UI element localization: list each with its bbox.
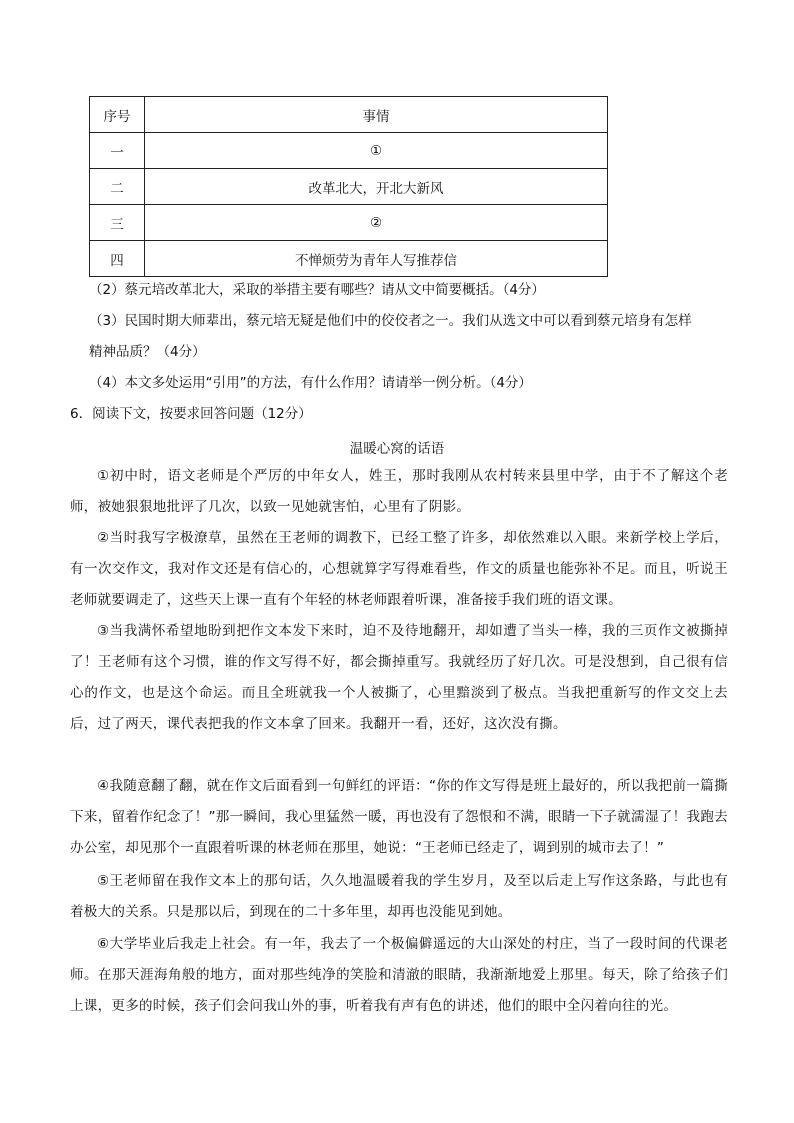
article-paragraph-2: ②当时我写字极潦草，虽然在王老师的调教下，已经工整了许多，却依然难以入眼。来新学校上学后，有一次交作文，我对作文还是有信心的，心想就算字写得难看些，作文的质量也能弥补不足。而且，听说王老师就要调走了，这些天上课一直有个年轻的林老师跟着听课，准备接手我们班的语文课。 — [70, 530, 728, 608]
article-paragraph-6: ⑥大学毕业后我走上社会。有一年，我去了一个极偏僻遥远的大山深处的村庄，当了一段时间的代课老师。在那天涯海角般的地方，面对那些纯净的笑脸和清澈的眼睛，我渐渐地爱上那里。每天，除了给孩子们上课，更多的时候，孩子们会问我山外的事，听着我有声有色的讲述，他们的眼中全闪着向往的光。 — [70, 936, 728, 1014]
row-event: ② — [145, 205, 608, 241]
article-paragraph-4: ④我随意翻了翻，就在作文后面看到一句鲜红的评语：“你的作文写得是班上最好的，所以我把前一篇撕下来，留着作纪念了！”那一瞬间，我心里猛然一暖，再也没有了怨恨和不满，眼睛一下子就濡湿了！我跑去办公室，却见那个一直跟着听课的林老师在那里，她说：“王老师已经走了，调到别的城市去了！” — [70, 778, 728, 856]
row-index: 一 — [90, 133, 145, 169]
row-event: ① — [145, 133, 608, 169]
question-2: （2）蔡元培改革北大，采取的举措主要有哪些？请从文中简要概括。（4分） — [89, 282, 545, 298]
header-index: 序号 — [90, 97, 145, 133]
question-6: 6．阅读下文，按要求回答问题（12分） — [70, 406, 312, 422]
article-paragraph-5: ⑤王老师留在我作文本上的那句话，久久地温暖着我的学生岁月，及至以后走上写作这条路，与此也有着极大的关系。只是那以后，到现在的二十多年里，却再也没能见到她。 — [70, 873, 728, 920]
table-row — [90, 205, 608, 241]
article-paragraph-3: ③当我满怀希望地盼到把作文本发下来时，迫不及待地翻开，却如遭了当头一棒，我的三页作文被撕掉了！王老师有这个习惯，谁的作文写得不好，都会撕掉重写。我就经历了好几次。可是没想到，自己很有信心的作文，也是这个命运。而且全班就我一个人被撕了，心里黯淡到了极点。当我把重新写的作文交上去后，过了两天，课代表把我的作文本拿了回来。我翻开一看，还好，这次没有撕。 — [70, 623, 728, 732]
table-row — [90, 169, 608, 205]
row-index: 四 — [90, 241, 145, 277]
article-title: 温暖心窝的话语 — [349, 441, 445, 457]
row-index: 二 — [90, 169, 145, 205]
row-event: 改革北大，开北大新风 — [145, 169, 608, 205]
table-row — [90, 241, 608, 277]
question-4: （4）本文多处运用“引用”的方法，有什么作用？请请举一例分析。（4分） — [89, 375, 532, 391]
article-paragraph-1: ①初中时，语文老师是个严厉的中年女人，姓王，那时我刚从农村转来县里中学，由于不了解这个老师，被她狠狠地批评了几次，以致一见她就害怕，心里有了阴影。 — [70, 468, 728, 515]
table-row — [90, 133, 608, 169]
question-3-line-2: 精神品质？（4分） — [89, 344, 206, 360]
question-3-line-1: （3）民国时期大师辈出，蔡元培无疑是他们中的佼佼者之一。我们从选文中可以看到蔡元培身有怎样 — [89, 313, 692, 329]
header-event: 事情 — [145, 97, 608, 133]
table-header-row — [90, 97, 608, 133]
row-event: 不惮烦劳为青年人写推荐信 — [145, 241, 608, 277]
row-index: 三 — [90, 205, 145, 241]
events-table — [89, 96, 608, 277]
